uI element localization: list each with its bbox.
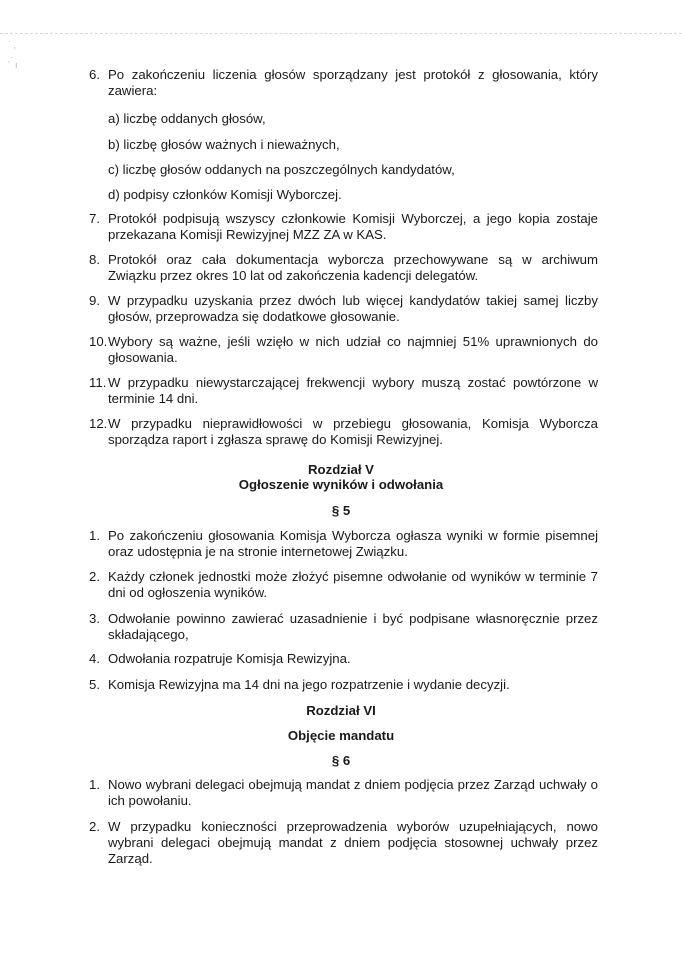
paragraph-6-heading: § 6 bbox=[331, 753, 351, 768]
chapter-6-item-2 bbox=[89, 819, 598, 867]
chapter-5-item-4 bbox=[89, 651, 598, 667]
item-number: 11. bbox=[89, 375, 107, 390]
item-text: Po zakończeniu liczenia głosów sporządzany jest protokół z głosowania, który zawiera: bbox=[108, 67, 598, 98]
list-item-10 bbox=[89, 334, 598, 366]
item-number: 7. bbox=[89, 211, 100, 226]
scan-artifacts: ˙ , . ʼ ı bbox=[8, 40, 18, 70]
item-text: Nowo wybrani delegaci obejmują mandat z dniem podjęcia przez Zarząd uchwały o ich powołaniu. bbox=[108, 777, 598, 808]
list-item-9 bbox=[89, 293, 598, 325]
sub-item-d: d) podpisy członków Komisji Wyborczej. bbox=[108, 187, 342, 202]
item-number: 6. bbox=[89, 67, 100, 82]
item-text: W przypadku konieczności przeprowadzenia wyborów uzupełniających, nowo wybrani delegaci obejmują mandat z dniem podjęcia stosownej uchwały przez Zarząd. bbox=[108, 819, 598, 866]
list-item-11 bbox=[89, 375, 598, 407]
list-item-7 bbox=[89, 211, 598, 243]
scan-edge-line bbox=[0, 33, 682, 34]
list-item-8 bbox=[89, 252, 598, 284]
item-number: 3. bbox=[89, 611, 100, 626]
item-number: 12. bbox=[89, 416, 108, 431]
item-number: 9. bbox=[89, 293, 100, 308]
item-text: W przypadku niewystarczającej frekwencji wybory muszą zostać powtórzone w terminie 14 dni. bbox=[108, 375, 598, 406]
item-number: 5. bbox=[89, 677, 100, 692]
item-number: 1. bbox=[89, 528, 100, 543]
sub-item-b: b) liczbę głosów ważnych i nieważnych, bbox=[108, 137, 340, 152]
chapter-5-item-1 bbox=[89, 528, 598, 560]
item-number: 1. bbox=[89, 777, 100, 792]
chapter-5-subtitle: Ogłoszenie wyników i odwołania bbox=[238, 477, 444, 492]
sub-item-a: a) liczbę oddanych głosów, bbox=[108, 111, 266, 126]
chapter-6-item-1 bbox=[89, 777, 598, 809]
chapter-5-item-5 bbox=[89, 677, 598, 693]
sub-item-c: c) liczbę głosów oddanych na poszczególnych kandydatów, bbox=[108, 162, 455, 177]
item-text: Protokół podpisują wszyscy członkowie Komisji Wyborczej, a jego kopia zostaje przekazana Komisji Rewizyjnej MZZ ZA w KAS. bbox=[108, 211, 598, 242]
chapter-6-title: Rozdział VI bbox=[306, 703, 376, 718]
item-text: Komisja Rewizyjna ma 14 dni na jego rozpatrzenie i wydanie decyzji. bbox=[108, 677, 510, 692]
chapter-5-item-3 bbox=[89, 611, 598, 643]
item-text: Odwołanie powinno zawierać uzasadnienie i być podpisane własnoręcznie przez składającego, bbox=[108, 611, 598, 642]
item-text: Odwołania rozpatruje Komisja Rewizyjna. bbox=[108, 651, 351, 666]
item-text: Każdy członek jednostki może złożyć pisemne odwołanie od wyników w terminie 7 dni od ogłoszenia wyników. bbox=[108, 569, 598, 600]
list-item-12 bbox=[89, 416, 598, 448]
item-text: Protokół oraz cała dokumentacja wyborcza przechowywane są w archiwum Związku przez okres 10 lat od zakończenia kadencji delegatów. bbox=[108, 252, 598, 283]
item-number: 2. bbox=[89, 819, 100, 834]
paragraph-5-heading: § 5 bbox=[331, 503, 351, 518]
item-number: 4. bbox=[89, 651, 100, 666]
item-number: 2. bbox=[89, 569, 100, 584]
item-text: Wybory są ważne, jeśli wzięło w nich udział co najmniej 51% uprawnionych do głosowania. bbox=[108, 334, 598, 365]
item-text: W przypadku nieprawidłowości w przebiegu głosowania, Komisja Wyborcza sporządza raport i zgłasza sprawę do Komisji Rewizyjnej. bbox=[108, 416, 598, 447]
chapter-6-subtitle: Objęcie mandatu bbox=[287, 728, 395, 743]
item-text: W przypadku uzyskania przez dwóch lub więcej kandydatów takiej samej liczby głosów, przeprowadza się dodatkowe głosowanie. bbox=[108, 293, 598, 324]
item-text: Po zakończeniu głosowania Komisja Wyborcza ogłasza wyniki w formie pisemnej oraz udostępnia je na stronie internetowej Związku. bbox=[108, 528, 598, 559]
list-item-6 bbox=[89, 67, 598, 99]
chapter-5-item-2 bbox=[89, 569, 598, 601]
item-number: 10. bbox=[89, 334, 108, 349]
item-number: 8. bbox=[89, 252, 100, 267]
chapter-5-title: Rozdział V bbox=[308, 462, 374, 477]
